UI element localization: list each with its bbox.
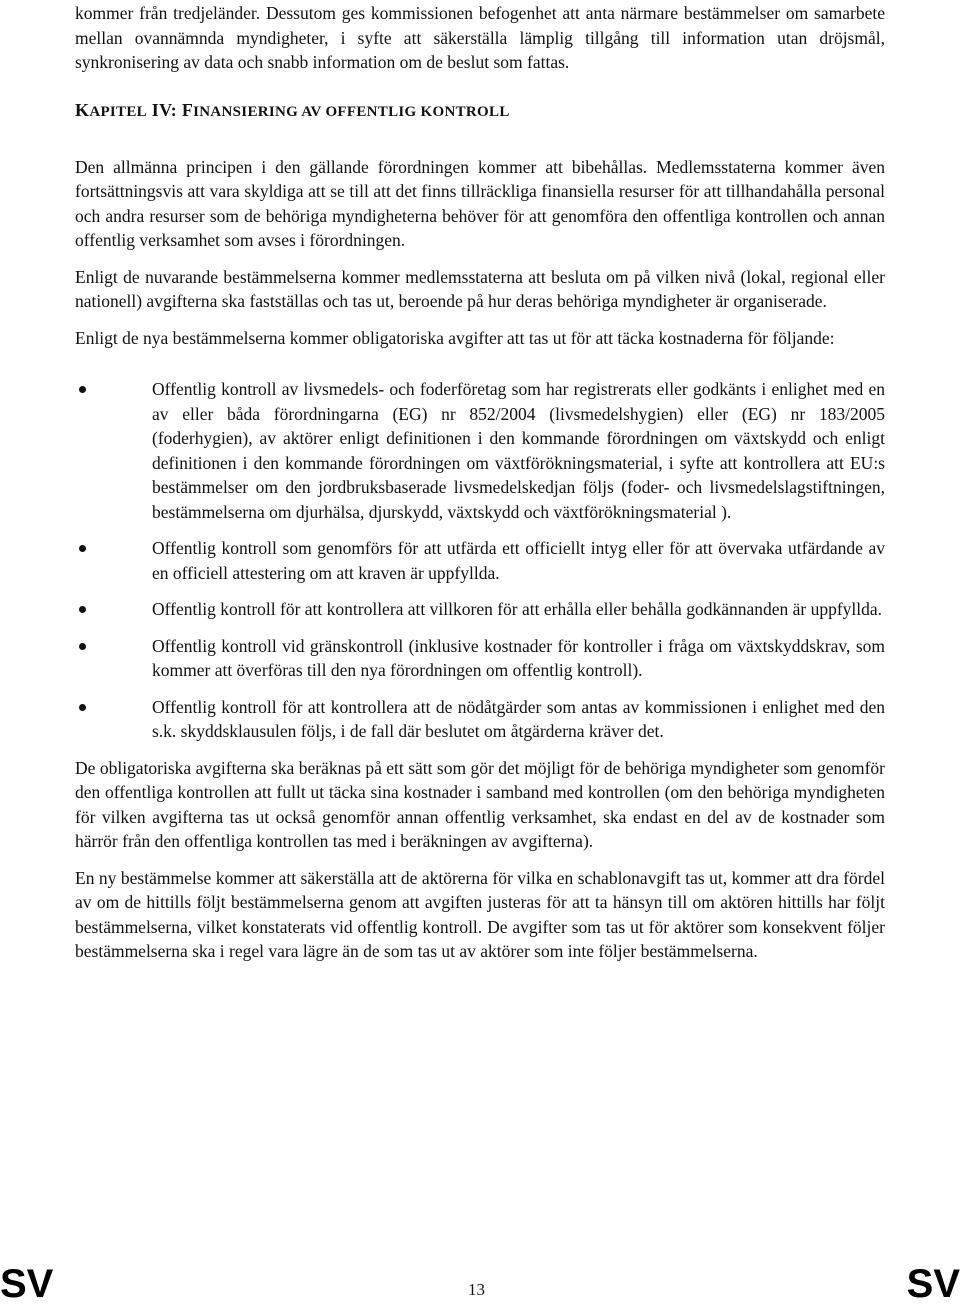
- bullet-icon: [79, 704, 86, 711]
- list-item-text: Offentlig kontroll som genomförs för att utfärda ett officiellt intyg eller för att övervaka utfärdande av en officiell attestering om att kraven är uppfyllda.: [152, 538, 885, 583]
- paragraph-flat-rate: En ny bestämmelse kommer att säkerställa att de aktörerna för vilka en schablonavgift tas ut, kommer att dra fördel av om de hittills följt bestämmelserna genom att avgiften justeras för att ta hänsyn till om aktören hittills har följt bestämmelserna, vilket konstaterats vid offentlig kontroll. De avgifter som tas ut för aktörer som konsekvent följer bestämmelserna ska i regel vara lägre än de som tas ut av aktörer som inte följer bestämmelserna.: [75, 867, 885, 961]
- paragraph-top: kommer från tredjeländer. Dessutom ges kommissionen befogenhet att anta närmare bestämmelser om samarbete mellan ovannämnda myndigheter, i syfte att säkerställa lämplig tillgång till information utan dröjsmål, synkronisering av data och snabb information om de beslut som fattas.: [75, 3, 885, 72]
- list-item: [75, 597, 885, 622]
- list-item-text: Offentlig kontroll av livsmedels- och foderföretag som har registrerats eller godkänts i enlighet med en av eller båda förordningarna (EG) nr 852/2004 (livsmedelshygien) eller (EG) nr 183/2005 (foderhygien), av aktörer enligt definitionen i den kommande förordningen om växtskydd och enligt definitionen i den kommande förordningen om växtförökningsmaterial, i syfte att kontrollera att EU:s bestämmelser om den jordbruksbaserade livsmedelskedjan följs (foder- och livsmedelslagstiftningen, bestämmelserna om djurhälsa, djurskydd, växtskydd och växtförökningsmaterial ).: [152, 379, 885, 522]
- bullet-icon: [79, 545, 86, 552]
- fee-list: [75, 377, 885, 744]
- paragraph-new-rules: Enligt de nya bestämmelserna kommer obligatoriska avgifter att tas ut för att täcka kostnaderna för följande:: [75, 327, 835, 348]
- language-code-right: SV: [906, 1262, 960, 1306]
- list-item: [75, 536, 885, 585]
- bullet-icon: [79, 386, 86, 393]
- document-body: [75, 0, 885, 964]
- list-item-text: Offentlig kontroll för att kontrollera att villkoren för att erhålla eller behålla godkännanden är uppfyllda.: [152, 599, 883, 619]
- list-item: [75, 634, 885, 683]
- bullet-icon: [79, 643, 86, 650]
- heading-prefix: K: [75, 99, 90, 120]
- paragraph-fee-calculation: De obligatoriska avgifterna ska beräknas på ett sätt som gör det möjligt för de behöriga myndigheter som genomför den offentliga kontrollen att fullt ut täcka sina kostnader i samband med kontrollen (om den behöriga myndigheten för vilken avgifterna tas ut också genomför annan offentlig verksamhet, ska endast en del av de kostnader som härrör från den offentliga kontrollen tas med i beräkningen av avgifterna).: [75, 757, 885, 851]
- bullet-icon: [79, 606, 86, 613]
- heading-word-small: INANSIERING AV OFFENTLIG KONTROLL: [193, 103, 510, 120]
- heading-numeral: IV:: [146, 99, 182, 120]
- list-item: [75, 377, 885, 524]
- paragraph-principle: Den allmänna principen i den gällande förordningen kommer att bibehållas. Medlemsstaterna kommer även fortsättningsvis att vara skyldiga att se till att det finns tillräckliga finansiella resurser för att tillhandahålla personal och andra resurser som de behöriga myndigheterna behöver för att genomföra den offentliga kontrollen och annan offentlig verksamhet som avses i förordningen.: [75, 156, 885, 250]
- list-item-text: Offentlig kontroll för att kontrollera att de nödåtgärder som antas av kommissionen i enlighet med den s.k. skyddsklausulen följs, i de fall där beslutet om åtgärderna kräver det.: [152, 696, 885, 741]
- heading-prefix-small: APITEL: [89, 103, 147, 120]
- heading-word-cap: F: [181, 99, 194, 120]
- list-item: [75, 695, 885, 744]
- chapter-heading: [75, 98, 885, 122]
- paragraph-current-rules: Enligt de nuvarande bestämmelserna kommer medlemsstaterna att besluta om på vilken nivå (lokal, regional eller nationell) avgifterna ska fastställas och tas ut, beroende på hur deras behöriga myndigheter är organiserade.: [75, 266, 885, 311]
- page-number: 13: [468, 1280, 485, 1299]
- language-code-left: SV: [0, 1262, 54, 1306]
- list-item-text: Offentlig kontroll vid gränskontroll (inklusive kostnader för kontroller i fråga om växtskyddskrav, som kommer att överföras till den nya förordningen om offentlig kontroll).: [152, 635, 885, 680]
